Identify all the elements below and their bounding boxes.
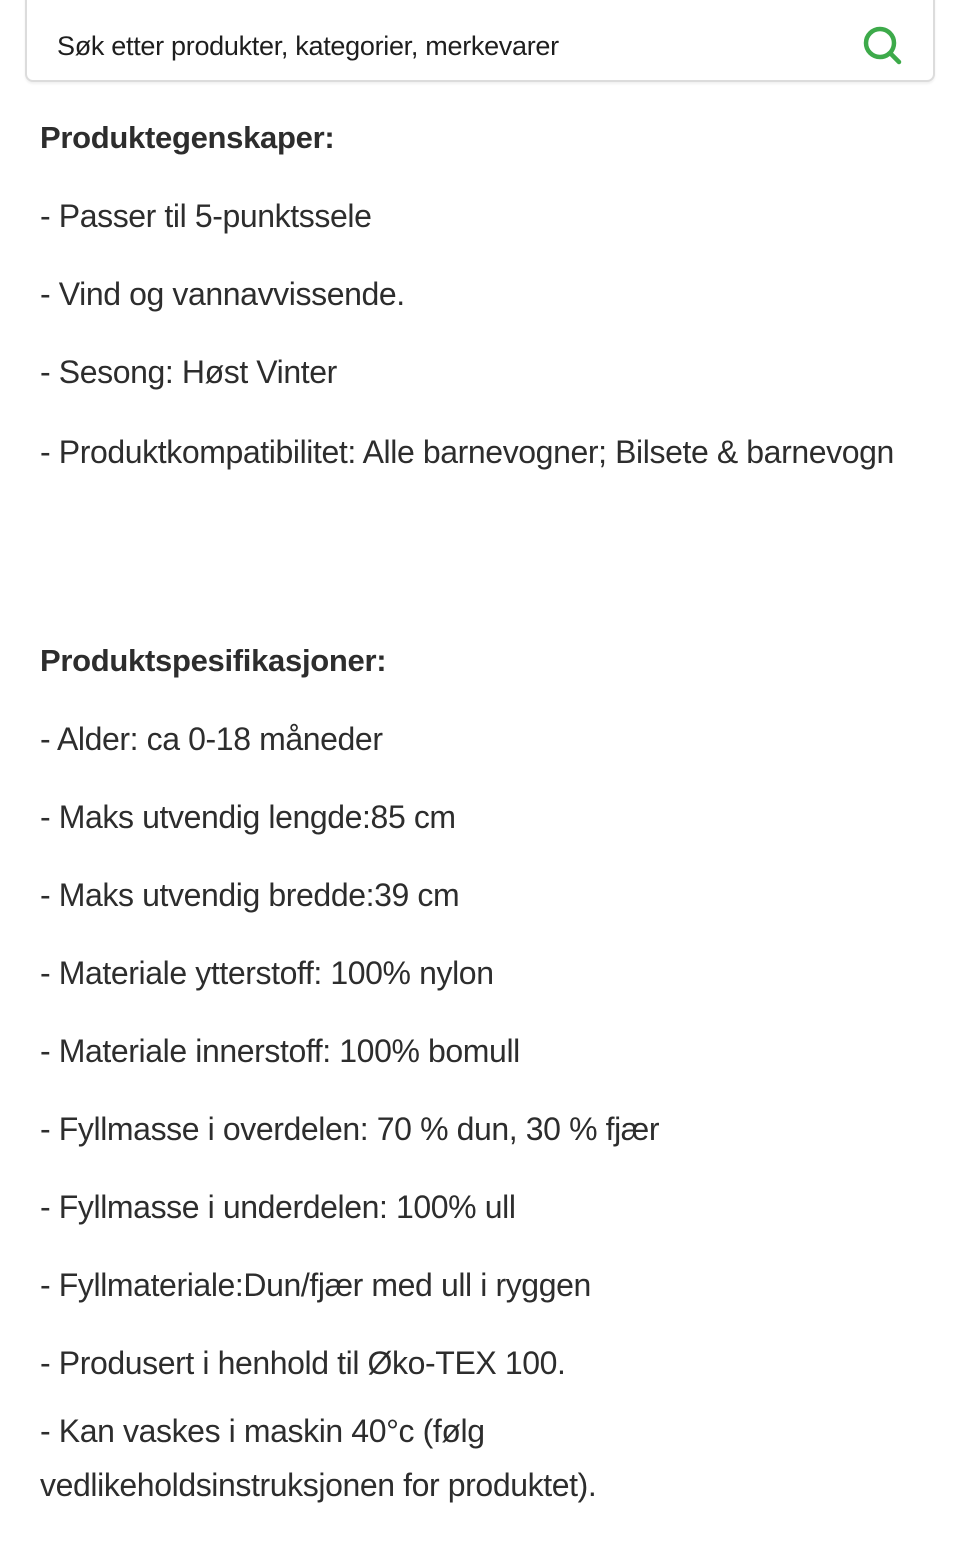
spec-item: - Fyllmateriale:Dun/fjær med ull i ryggen [40,1267,591,1303]
spec-item: - Maks utvendig bredde:39 cm [40,877,460,913]
features-heading: Produktegenskaper: [40,120,335,155]
spec-item: - Maks utvendig lengde:85 cm [40,799,456,835]
feature-item: - Produktkompatibilitet: Alle barnevogner; Bilsete & barnevogn [40,434,894,470]
spec-item: - Fyllmasse i underdelen: 100% ull [40,1189,516,1225]
feature-item: - Sesong: Høst Vinter [40,354,337,390]
spec-item: - Kan vaskes i maskin 40°c (følg vedlikeholdsinstruksjonen for produktet). [40,1413,597,1503]
feature-item: - Vind og vannavvissende. [40,276,405,312]
spec-item: - Materiale innerstoff: 100% bomull [40,1033,520,1069]
search-icon [861,24,905,68]
spec-item: - Produsert i henhold til Øko-TEX 100. [40,1345,566,1381]
feature-item: - Passer til 5-punktssele [40,198,372,234]
spec-item: - Fyllmasse i overdelen: 70 % dun, 30 % fjær [40,1111,660,1147]
spec-item: - Alder: ca 0-18 måneder [40,721,383,757]
specifications-heading: Produktspesifikasjoner: [40,643,387,678]
search-button[interactable] [853,16,913,76]
search-bar [25,0,935,82]
search-input[interactable] [57,9,853,62]
spec-item: - Materiale ytterstoff: 100% nylon [40,955,494,991]
